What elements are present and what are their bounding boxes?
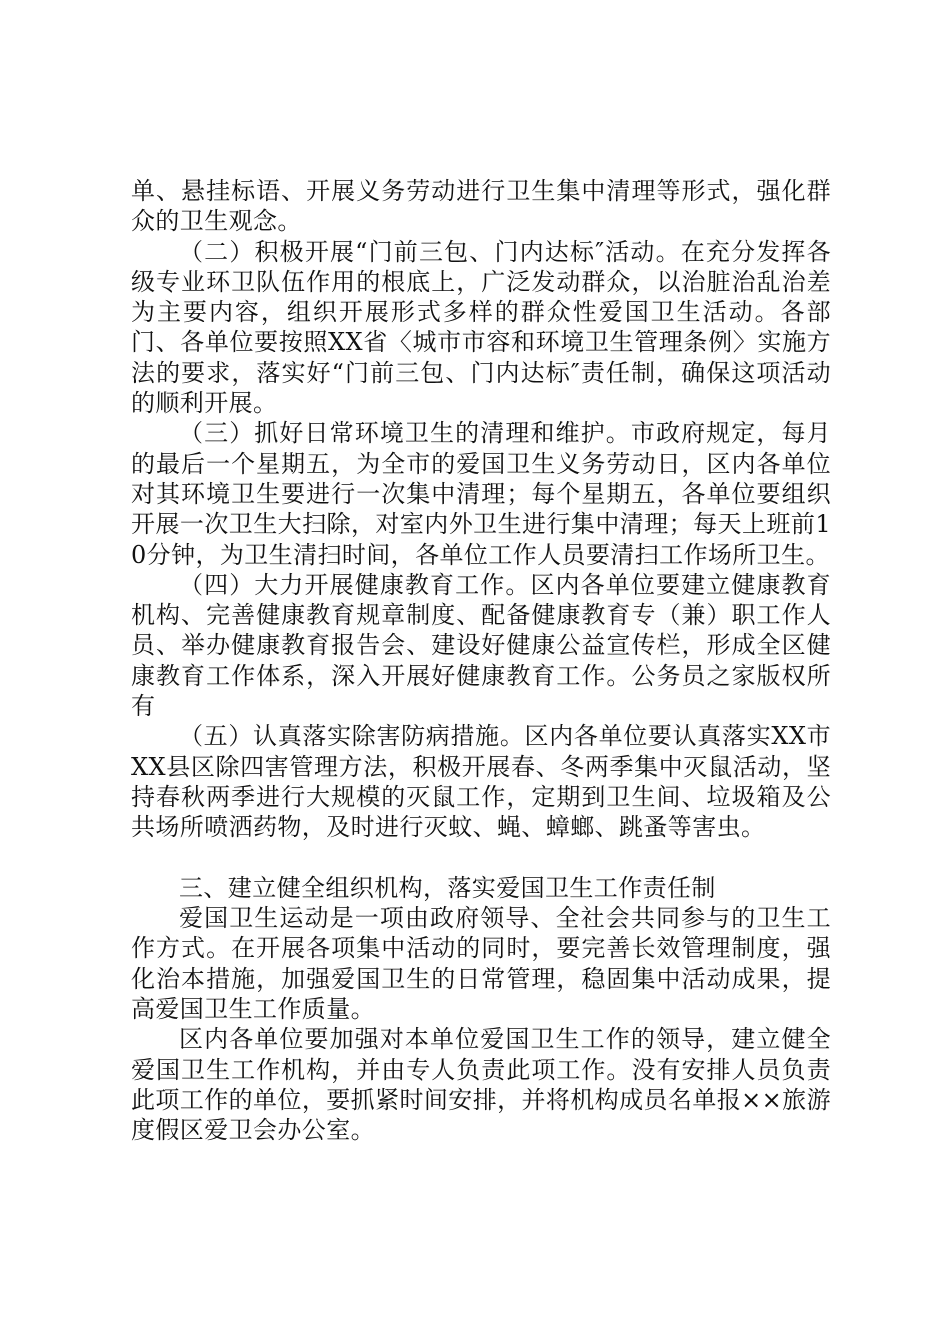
paragraph-item-5: （五）认真落实除害防病措施。区内各单位要认真落实XX市XX县区除四害管理方法，积极开展春、冬两季集中灭鼠活动，坚持春秋两季进行大规模的灭鼠工作，定期到卫生间、垃圾箱及公共场所喷洒药物，及时进行灭蚊、蝇、蟑螂、跳蚤等害虫。	[131, 722, 831, 842]
document-body	[131, 176, 831, 1146]
paragraph-continuation: 单、悬挂标语、开展义务劳动进行卫生集中清理等形式，强化群众的卫生观念。	[131, 177, 831, 236]
paragraph-item-3: （三）抓好日常环境卫生的清理和维护。市政府规定，每月的最后一个星期五，为全市的爱国卫生义务劳动日，区内各单位对其环境卫生要进行一次集中清理；每个星期五，各单位要组织开展一次卫生大扫除，对室内外卫生进行集中清理；每天上班前10分钟，为卫生清扫时间，各单位工作人员要清扫工作场所卫生。	[131, 419, 831, 569]
section-heading-3: 三、建立健全组织机构，落实爱国卫生工作责任制	[179, 873, 716, 902]
paragraph-section-3-units: 区内各单位要加强对本单位爱国卫生工作的领导，建立健全爱国卫生工作机构，并由专人负责此项工作。没有安排人员负责此项工作的单位，要抓紧时间安排，并将机构成员名单报××旅游度假区爱卫会办公室。	[131, 1025, 831, 1145]
paragraph-item-4: （四）大力开展健康教育工作。区内各单位要建立健康教育机构、完善健康教育规章制度、配备健康教育专（兼）职工作人员、举办健康教育报告会、建设好健康公益宣传栏，形成全区健康教育工作体系，深入开展好健康教育工作。公务员之家版权所有	[131, 570, 831, 721]
paragraph-item-2: （二）积极开展“门前三包、门内达标″活动。在充分发挥各级专业环卫队伍作用的根底上，广泛发动群众，以治脏治乱治差为主要内容，组织开展形式多样的群众性爱国卫生活动。各部门、各单位要按照XX省〈城市市容和环境卫生管理条例〉实施方法的要求，落实好“门前三包、门内达标″责任制，确保这项活动的顺利开展。	[131, 237, 831, 418]
blank-line	[131, 843, 831, 873]
paragraph-section-3-intro: 爱国卫生运动是一项由政府领导、全社会共同参与的卫生工作方式。在开展各项集中活动的同时，要完善长效管理制度，强化治本措施，加强爱国卫生的日常管理，稳固集中活动成果，提高爱国卫生工作质量。	[131, 904, 831, 1024]
